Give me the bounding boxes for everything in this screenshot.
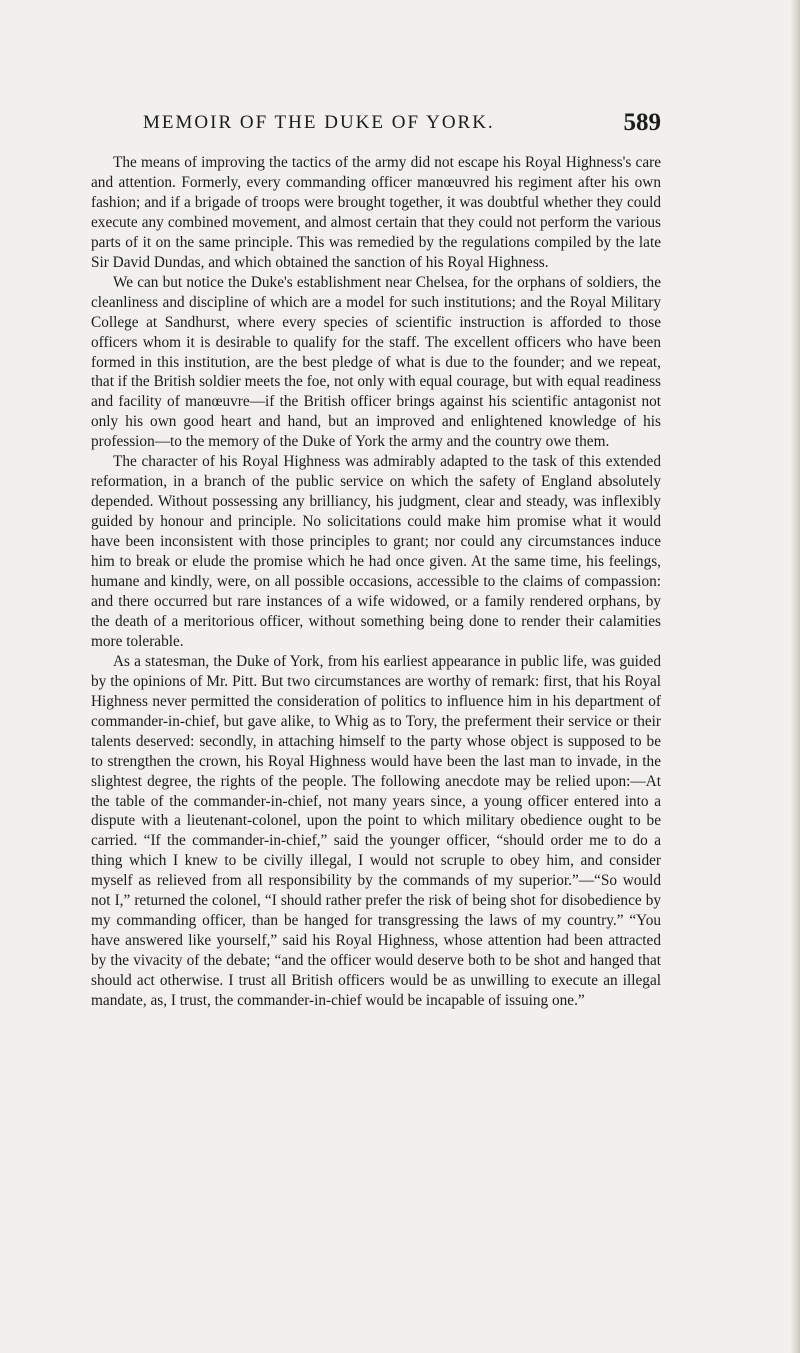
page-number: 589	[623, 109, 661, 136]
body-text	[91, 153, 661, 1011]
paragraph-institutions: We can but notice the Duke's establishment near Chelsea, for the orphans of soldiers, the cleanliness and discipline of which are a model for such institutions; and the Royal Military College at Sandhurst, where every species of scientific instruction is afforded to those officers whom it is desirable to qualify for the staff. The excellent officers who have been formed in this institution, are the best pledge of what is due to the founder; and we repeat, that if the British soldier meets the foe, not only with equal courage, but with equal readiness and facility of manœuvre—if the British officer brings against his scientific antagonist not only his own good heart and hand, but an improved and enlightened knowledge of his profession—to the memory of the Duke of York the army and the country owe them.	[91, 273, 661, 451]
page-edge-shadow	[790, 0, 800, 1353]
paragraph-tactics: The means of improving the tactics of the army did not escape his Royal Highness's care and attention. Formerly, every commanding officer manœuvred his regiment after his own fashion; and if a brigade of troops were brought together, it was doubtful whether they could execute any combined movement, and almost certain that they could not perform the various parts of it on the same principle. This was remedied by the regulations compiled by the late Sir David Dundas, and which obtained the sanction of his Royal Highness.	[91, 154, 661, 271]
running-title: MEMOIR OF THE DUKE OF YORK.	[143, 112, 495, 133]
running-header	[143, 109, 661, 146]
paragraph-statesman: As a statesman, the Duke of York, from his earliest appearance in public life, was guided by the opinions of Mr. Pitt. But two circumstances are worthy of remark: first, that his Royal Highness never permitted the consideration of politics to influence him in his department of commander-in-chief, but gave alike, to Whig as to Tory, the preferment their service or their talents deserved: secondly, in attaching himself to the party whose object is supposed to be to strengthen the crown, his Royal Highness would have been the last man to invade, in the slightest degree, the rights of the people. The following anecdote may be relied upon:—At the table of the commander-in-chief, not many years since, a young officer entered into a dispute with a lieutenant-colonel, upon the point to which military obedience ought to be carried. “If the commander-in-chief,” said the younger officer, “should order me to do a thing which I knew to be civilly illegal, I would not scruple to obey him, and consider myself as relieved from all responsibility by the commands of my superior.”—“So would not I,” returned the colonel, “I should rather prefer the risk of being shot for disobedience by my commanding officer, than be hanged for transgressing the laws of my country.” “You have answered like yourself,” said his Royal Highness, whose attention had been attracted by the vivacity of the debate; “and the officer would deserve both to be shot and hanged that should act otherwise. I trust all British officers would be as unwilling to execute an illegal mandate, as, I trust, the commander-in-chief would be incapable of issuing one.”	[91, 652, 661, 1010]
paragraph-character: The character of his Royal Highness was admirably adapted to the task of this extended reformation, in a branch of the public service on which the safety of England absolutely depended. Without possessing any brilliancy, his judgment, clear and steady, was inflexibly guided by honour and principle. No solicitations could make him promise what it would have been inconsistent with those principles to grant; nor could any circumstances induce him to break or elude the promise which he had once given. At the same time, his feelings, humane and kindly, were, on all possible occasions, accessible to the claims of compassion: and there occurred but rare instances of a wife widowed, or a family rendered orphans, by the death of a meritorious officer, without something being done to render their calamities more tolerable.	[91, 453, 661, 650]
